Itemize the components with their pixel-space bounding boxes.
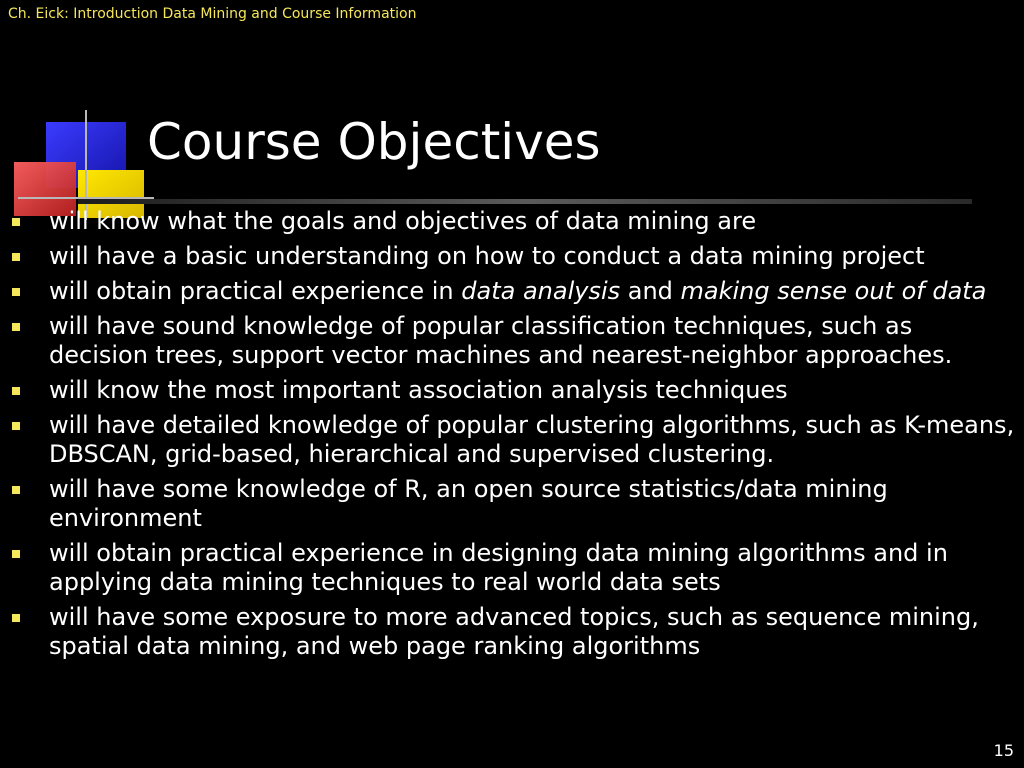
slide-title: Course Objectives — [147, 113, 601, 171]
bullet-item — [0, 411, 1024, 469]
slide-header: Ch. Eick: Introduction Data Mining and Course Information — [8, 6, 417, 22]
bullet-square-icon — [12, 550, 20, 558]
bullet-item — [0, 207, 1024, 236]
bullet-text: will have detailed knowledge of popular clustering algorithms, such as K-means, DBSCAN, grid-based, hierarchical and supervised clustering. — [49, 411, 1015, 468]
bullet-text: will have some exposure to more advanced topics, such as sequence mining, spatial data mining, and web page ranking algorithms — [49, 603, 979, 660]
bullet-text: will have a basic understanding on how to conduct a data mining project — [49, 242, 925, 270]
bullet-square-icon — [12, 288, 20, 296]
bullet-square-icon — [12, 323, 20, 331]
bullet-text: will know the most important association analysis techniques — [49, 376, 788, 404]
bullet-text: and — [620, 277, 681, 305]
bullet-item — [0, 242, 1024, 271]
bullet-item — [0, 539, 1024, 597]
bullet-text: will obtain practical experience in — [49, 277, 462, 305]
bullet-item — [0, 376, 1024, 405]
objectives-list — [0, 207, 1024, 667]
bullet-item — [0, 603, 1024, 661]
bullet-square-icon — [12, 253, 20, 261]
title-divider — [78, 199, 972, 204]
bullet-text: will have some knowledge of R, an open source statistics/data mining environment — [49, 475, 888, 532]
bullet-item — [0, 475, 1024, 533]
bullet-square-icon — [12, 387, 20, 395]
bullet-square-icon — [12, 218, 20, 226]
bullet-text: will know what the goals and objectives of data mining are — [49, 207, 757, 235]
bullet-text: will have sound knowledge of popular classification techniques, such as decision trees, support vector machines and nearest-neighbor approaches. — [49, 312, 953, 369]
bullet-item — [0, 277, 1024, 306]
bullet-emphasis-text: making sense out of data — [680, 277, 987, 305]
bullet-emphasis-text: data analysis — [461, 277, 621, 305]
bullet-square-icon — [12, 486, 20, 494]
bullet-item — [0, 312, 1024, 370]
bullet-text: will obtain practical experience in designing data mining algorithms and in applying data mining techniques to real world data sets — [49, 539, 948, 596]
bullet-square-icon — [12, 614, 20, 622]
page-number: 15 — [993, 741, 1014, 760]
bullet-square-icon — [12, 422, 20, 430]
